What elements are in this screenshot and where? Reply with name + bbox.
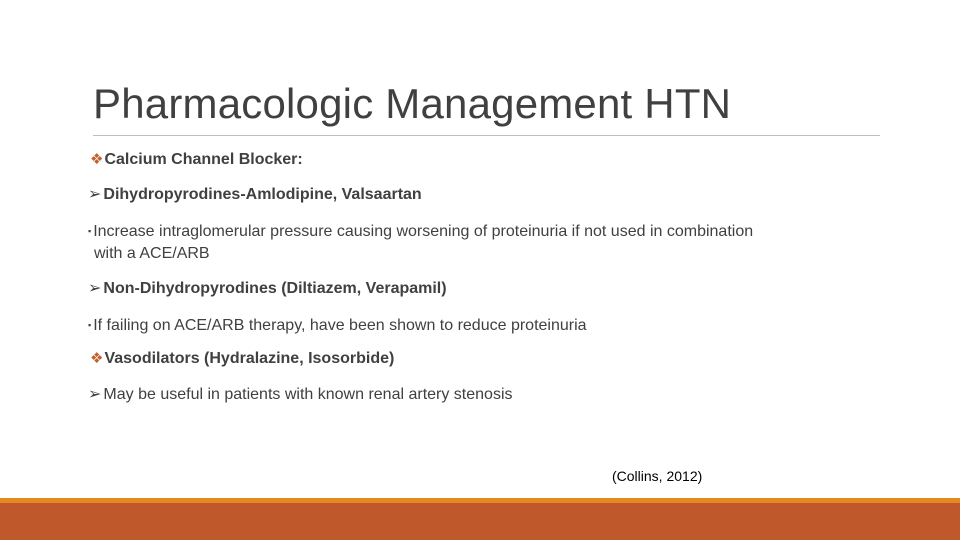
bullet-level2-dihydropyrodines — [88, 185, 422, 205]
bullet-text: May be useful in patients with known renal artery stenosis — [103, 386, 513, 403]
arrow-bullet-icon: ➢ — [88, 280, 102, 297]
bullet-level2-renal-stenosis — [88, 385, 513, 405]
slide-title: Pharmacologic Management HTN — [93, 80, 732, 127]
bullet-level3-intraglomerular — [88, 221, 753, 242]
square-bullet-icon: ▪ — [88, 320, 92, 330]
bullet-level3-ace-arb — [88, 315, 587, 336]
bullet-level1-ccb — [90, 150, 303, 170]
bullet-text: If failing on ACE/ARB therapy, have been shown to reduce proteinuria — [93, 317, 587, 334]
square-bullet-icon: ▪ — [88, 226, 92, 236]
bullet-text: Non-Dihydropyrodines (Diltiazem, Verapamil) — [103, 280, 447, 297]
arrow-bullet-icon: ➢ — [88, 186, 102, 203]
bullet-level3-continuation: with a ACE/ARB — [94, 245, 210, 262]
footer-band — [0, 503, 960, 540]
bullet-level1-vasodilators — [90, 349, 394, 369]
arrow-bullet-icon: ➢ — [88, 386, 102, 403]
bullet-level2-non-dihydropyrodines — [88, 279, 447, 299]
bullet-text: Vasodilators (Hydralazine, Isosorbide) — [104, 350, 395, 367]
citation: (Collins, 2012) — [612, 468, 703, 484]
bullet-text: Dihydropyrodines-Amlodipine, Valsaartan — [103, 186, 422, 203]
diamond-bullet-icon: ❖ — [90, 350, 104, 367]
bullet-text: Increase intraglomerular pressure causing worsening of proteinuria if not used in combination — [93, 223, 754, 240]
diamond-bullet-icon: ❖ — [90, 151, 104, 168]
bullet-text: Calcium Channel Blocker: — [104, 151, 303, 168]
